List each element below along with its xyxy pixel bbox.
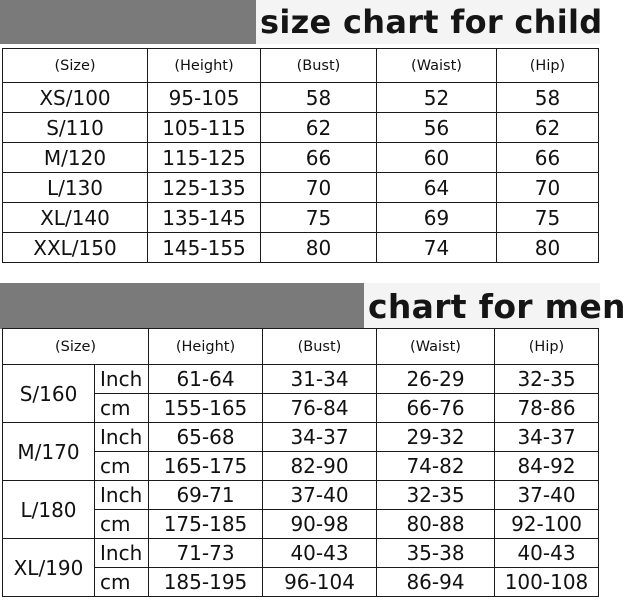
height-cell: 175-185 <box>149 510 263 539</box>
men-header-hip: (Hip) <box>495 329 599 365</box>
bust-cell: 80 <box>261 233 377 263</box>
height-cell: 71-73 <box>149 539 263 568</box>
waist-cell: 26-29 <box>377 365 495 394</box>
unit-cell: Inch <box>95 423 149 452</box>
waist-cell: 74-82 <box>377 452 495 481</box>
unit-cell: cm <box>95 452 149 481</box>
hip-cell: 40-43 <box>495 539 599 568</box>
table-row <box>3 203 599 233</box>
height-cell: 115-125 <box>148 143 261 173</box>
table-row <box>3 113 599 143</box>
size-cell: L/130 <box>3 173 148 203</box>
height-cell: 69-71 <box>149 481 263 510</box>
height-cell: 105-115 <box>148 113 261 143</box>
height-cell: 155-165 <box>149 394 263 423</box>
unit-cell: cm <box>95 394 149 423</box>
child-header-hip: (Hip) <box>497 49 599 83</box>
size-cell: L/180 <box>3 481 95 539</box>
waist-cell: 29-32 <box>377 423 495 452</box>
size-cell: XL/140 <box>3 203 148 233</box>
height-cell: 61-64 <box>149 365 263 394</box>
waist-cell: 86-94 <box>377 568 495 597</box>
unit-cell: cm <box>95 510 149 539</box>
table-row <box>3 365 599 394</box>
hip-cell: 100-108 <box>495 568 599 597</box>
men-size-table <box>2 328 599 597</box>
men-header-height: (Height) <box>149 329 263 365</box>
waist-cell: 66-76 <box>377 394 495 423</box>
height-cell: 185-195 <box>149 568 263 597</box>
bust-cell: 70 <box>261 173 377 203</box>
child-header-size: (Size) <box>3 49 148 83</box>
hip-cell: 78-86 <box>495 394 599 423</box>
child-header-row <box>3 49 599 83</box>
child-header-height: (Height) <box>148 49 261 83</box>
table-row <box>3 481 599 510</box>
child-chart-banner <box>0 0 603 44</box>
height-cell: 165-175 <box>149 452 263 481</box>
unit-cell: cm <box>95 568 149 597</box>
table-row <box>3 83 599 113</box>
child-header-waist: (Waist) <box>377 49 497 83</box>
table-row <box>3 423 599 452</box>
bust-cell: 96-104 <box>263 568 377 597</box>
size-cell: S/160 <box>3 365 95 423</box>
bust-cell: 58 <box>261 83 377 113</box>
bust-cell: 37-40 <box>263 481 377 510</box>
men-chart-banner <box>0 283 626 329</box>
hip-cell: 70 <box>497 173 599 203</box>
men-header-size: (Size) <box>3 329 149 365</box>
size-cell: M/170 <box>3 423 95 481</box>
waist-cell: 60 <box>377 143 497 173</box>
bust-cell: 34-37 <box>263 423 377 452</box>
hip-cell: 34-37 <box>495 423 599 452</box>
size-cell: XL/190 <box>3 539 95 597</box>
waist-cell: 80-88 <box>377 510 495 539</box>
height-cell: 125-135 <box>148 173 261 203</box>
hip-cell: 58 <box>497 83 599 113</box>
hip-cell: 92-100 <box>495 510 599 539</box>
bust-cell: 90-98 <box>263 510 377 539</box>
bust-cell: 66 <box>261 143 377 173</box>
child-header-bust: (Bust) <box>261 49 377 83</box>
bust-cell: 62 <box>261 113 377 143</box>
height-cell: 65-68 <box>149 423 263 452</box>
hip-cell: 75 <box>497 203 599 233</box>
height-cell: 135-145 <box>148 203 261 233</box>
hip-cell: 80 <box>497 233 599 263</box>
hip-cell: 84-92 <box>495 452 599 481</box>
unit-cell: Inch <box>95 481 149 510</box>
men-chart-title: chart for men <box>364 283 600 329</box>
waist-cell: 32-35 <box>377 481 495 510</box>
bust-cell: 40-43 <box>263 539 377 568</box>
height-cell: 145-155 <box>148 233 261 263</box>
size-cell: XXL/150 <box>3 233 148 263</box>
height-cell: 95-105 <box>148 83 261 113</box>
bust-cell: 75 <box>261 203 377 233</box>
waist-cell: 52 <box>377 83 497 113</box>
hip-cell: 66 <box>497 143 599 173</box>
child-size-table <box>2 48 599 263</box>
waist-cell: 56 <box>377 113 497 143</box>
hip-cell: 62 <box>497 113 599 143</box>
unit-cell: Inch <box>95 365 149 394</box>
men-header-bust: (Bust) <box>263 329 377 365</box>
table-row <box>3 539 599 568</box>
unit-cell: Inch <box>95 539 149 568</box>
table-row <box>3 233 599 263</box>
size-cell: M/120 <box>3 143 148 173</box>
waist-cell: 35-38 <box>377 539 495 568</box>
hip-cell: 32-35 <box>495 365 599 394</box>
size-cell: S/110 <box>3 113 148 143</box>
bust-cell: 82-90 <box>263 452 377 481</box>
waist-cell: 64 <box>377 173 497 203</box>
table-row <box>3 173 599 203</box>
men-header-waist: (Waist) <box>377 329 495 365</box>
bust-cell: 31-34 <box>263 365 377 394</box>
hip-cell: 37-40 <box>495 481 599 510</box>
size-cell: XS/100 <box>3 83 148 113</box>
waist-cell: 74 <box>377 233 497 263</box>
table-row <box>3 143 599 173</box>
child-chart-title: size chart for child <box>256 0 600 44</box>
bust-cell: 76-84 <box>263 394 377 423</box>
waist-cell: 69 <box>377 203 497 233</box>
men-header-row <box>3 329 599 365</box>
